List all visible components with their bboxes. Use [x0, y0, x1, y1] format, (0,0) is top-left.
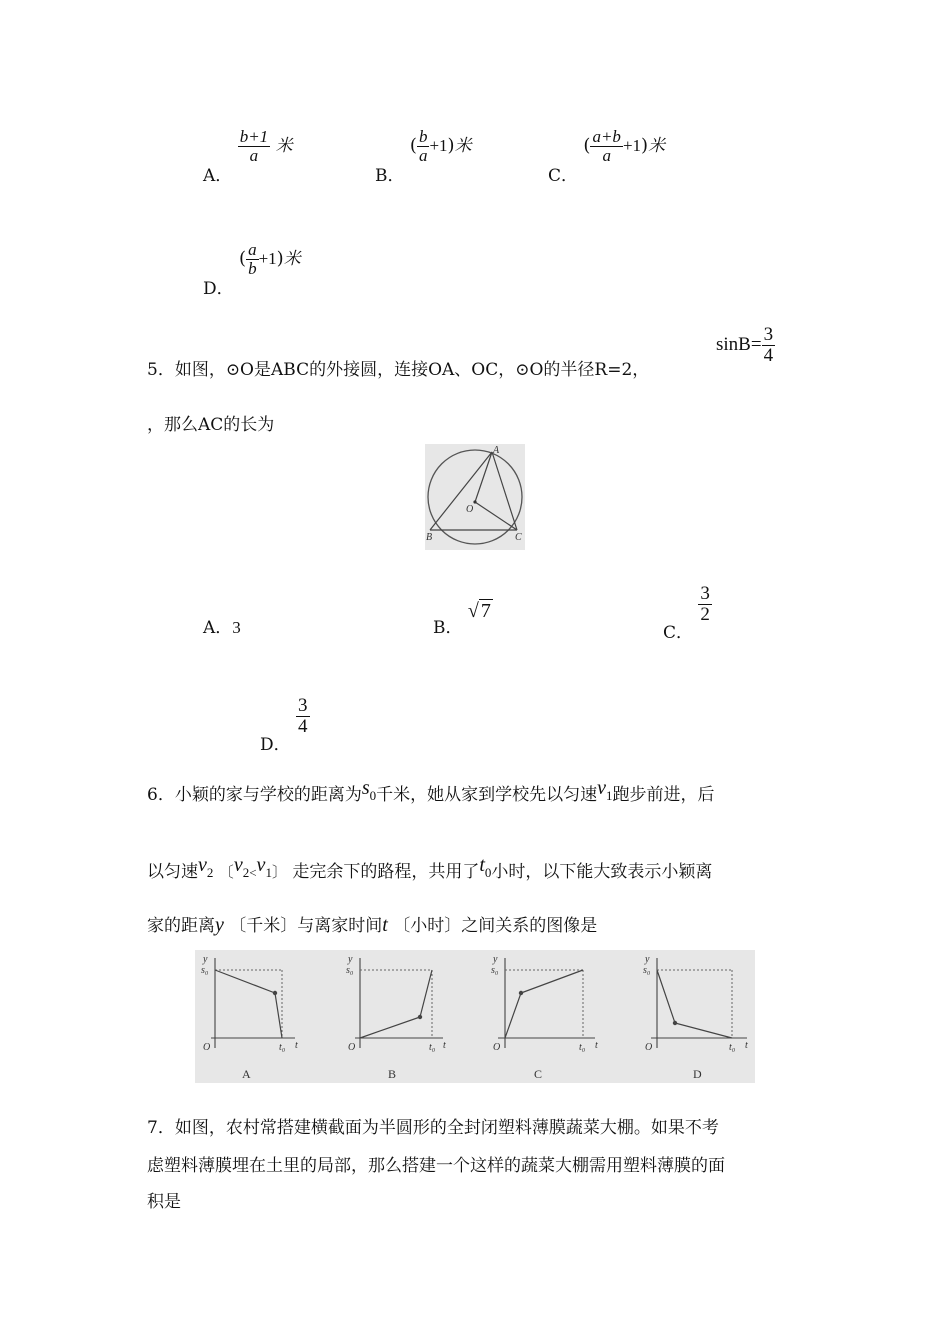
graph-a-curve: [215, 970, 282, 1038]
q5-text-line2: ，那么AC的长为: [147, 415, 275, 435]
segment-oa: [475, 452, 492, 502]
graph-b-origin-label: O: [348, 1042, 356, 1053]
graph-d-s0-label: s₀: [643, 965, 651, 976]
q7-line2: 虑塑料薄膜埋在土里的局部，那么搭建一个这样的蔬菜大棚需用塑料薄膜的面: [147, 1156, 725, 1176]
q7-line3: 积是: [147, 1192, 181, 1212]
graph-d: [643, 954, 748, 1081]
graph-a-caption: A: [242, 1067, 251, 1081]
graph-a-turning-point: [273, 991, 277, 995]
graph-b-curve: [360, 970, 432, 1038]
graph-a-t0-label: t₀: [279, 1042, 286, 1053]
label-b: B: [426, 532, 433, 543]
graph-c-t-label: t: [595, 1040, 598, 1051]
q4-option-c: C． ( $\frac{a+b}{a}$ +1)米: [548, 127, 666, 186]
graph-a-y-label: y: [203, 954, 208, 965]
graph-b-s0-label: s₀: [346, 965, 354, 976]
q6-line2: 以匀速v2 〔v2<v1〕 走完余下的路程，共用了t0小时，以下能大致表示小颖离: [147, 854, 713, 882]
graph-b-turning-point: [418, 1015, 422, 1019]
q4-option-d: D． ( $\frac{a}{b}$ +1)米: [203, 240, 301, 299]
q4-option-b: B． ( $\frac{b}{a}$ +1)米: [375, 127, 472, 186]
graph-d-origin-label: O: [645, 1042, 653, 1053]
graph-c-s0-label: s₀: [491, 965, 499, 976]
graph-c-caption: C: [534, 1067, 543, 1081]
graph-d-y-label: y: [645, 954, 650, 965]
graph-c-t0-label: t₀: [579, 1042, 586, 1053]
graph-b-y-label: y: [348, 954, 353, 965]
graph-c-y-label: y: [493, 954, 498, 965]
graph-a-t-label: t: [295, 1040, 298, 1051]
graph-a-s0-label: s₀: [201, 965, 209, 976]
graph-d-t-label: t: [745, 1040, 748, 1051]
label-o: O: [466, 504, 474, 515]
graph-d-caption: D: [693, 1067, 702, 1081]
graph-c-curve: [505, 970, 583, 1038]
q5-text-line1: 5．如图，⊙O是ABC的外接圆，连接OA、OC，⊙O的半径R=2，: [147, 360, 650, 380]
graph-d-t0-label: t₀: [729, 1042, 736, 1053]
graph-b: [346, 954, 446, 1081]
q4-option-a-fraction: $\frac{b+1}{a}$: [239, 127, 269, 165]
sqrt-icon: √: [467, 600, 479, 622]
graph-a: [201, 954, 298, 1081]
q5-option-c-fraction: $\frac{3}{2}$: [700, 583, 710, 625]
center-point: [473, 500, 476, 503]
q6-graphs: [195, 950, 755, 1083]
q6-line3: 家的距离y 〔千米〕与离家时间t 〔小时〕之间关系的图像是: [147, 914, 598, 936]
q5-option-b: B． √ 7: [433, 600, 491, 638]
q5-option-a: A．3: [203, 618, 241, 638]
graph-d-curve: [657, 970, 732, 1038]
graph-c: [491, 954, 598, 1081]
q6-line1: 6．小颖的家与学校的距离为s0千米，她从家到学校先以匀速v1跑步前进，后: [147, 777, 715, 805]
q4-option-d-fraction: $\frac{a}{b}$: [248, 240, 257, 278]
q4-option-b-fraction: $\frac{b}{a}$: [418, 127, 428, 165]
graph-b-caption: B: [388, 1067, 397, 1081]
segment-oc: [475, 502, 517, 530]
q5-option-c: C． $\frac{3}{2}$: [663, 583, 710, 643]
q7-line1: 7．如图，农村常搭建横截面为半圆形的全封闭塑料薄膜蔬菜大棚。如果不考: [147, 1118, 719, 1138]
graph-c-origin-label: O: [493, 1042, 501, 1053]
segment-ab: [430, 452, 492, 530]
graph-d-turning-point: [673, 1021, 677, 1025]
q5-option-d: D． $\frac{3}{4}$: [260, 695, 308, 755]
q5-sinb-fraction: $\frac{3}{4}$: [763, 324, 774, 366]
segment-ac: [492, 452, 517, 530]
q4-option-a: A． $\frac{b+1}{a}$ 米: [203, 127, 293, 186]
label-a: A: [493, 445, 500, 456]
distance-time-graphs: [195, 950, 755, 1083]
graph-b-t0-label: t₀: [429, 1042, 436, 1053]
graph-c-turning-point: [519, 991, 523, 995]
q5-sinb: sinB= $\frac{3}{4}$: [716, 324, 774, 366]
q4-option-c-fraction: $\frac{a+b}{a}$: [592, 127, 621, 165]
q5-figure: [425, 444, 525, 550]
q5-option-d-fraction: $\frac{3}{4}$: [298, 695, 308, 737]
graph-b-t-label: t: [443, 1040, 446, 1051]
circle-triangle-figure: [425, 444, 525, 550]
label-c: C: [515, 532, 522, 543]
graph-a-origin-label: O: [203, 1042, 211, 1053]
